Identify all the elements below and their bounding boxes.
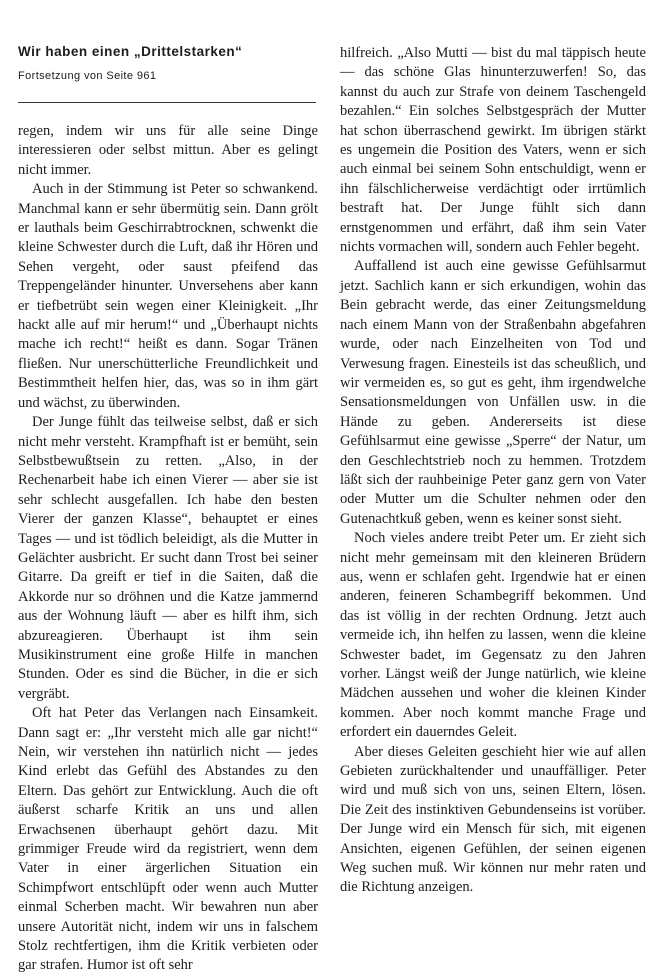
continuation-note: Fortsetzung von Seite 961: [18, 70, 157, 82]
article-title: Wir haben einen „Drittelstarken“: [18, 44, 243, 59]
left-text-column: [18, 122, 318, 976]
right-text-column: [340, 44, 646, 898]
paragraph: Auffallend ist auch eine gewisse Gefühlsarmut jetzt. Sachlich kann er sich erkundigen, wohin das Bein gebracht werde, das einer Zeitungsmeldung nach einem Mann von der Straßenbahn abgefahren wurde, oder nach Einzelheiten von Tod und Verwesung fragen. Einesteils ist das scheußlich, und wir vermeiden es, so gut es geht, ihm irgendwelche Sensationsmeldungen von Unfällen usw. in die Hände zu geben. Andererseits ist diese Gefühlsarmut eine gewisse „Sperre“ der Natur, um den Geschlechtstrieb noch zu hemmen. Trotzdem läßt sich der rauhbeinige Peter ganz gern von Vater oder Mutter um die Schulter nehmen oder den Gutenachtkuß geben, wenn es keiner sonst sieht.: [340, 258, 646, 527]
paragraph: hilfreich. „Also Mutti — bist du mal täppisch heute — das schöne Glas hinunterzuwerfen! So, das kannst du auch zur Strafe von deinem Taschengeld bezahlen.“ Ein solches Selbstgespräch der Mutter hat schon überraschend gewirkt. Im übrigen stärkt es ungemein die Position des Vaters, wenn er sich auch einmal bei seinem Sohn entschuldigt, wenn er ihn fälschlicherweise verdächtigt oder irrtümlich bestraft hat. Der Junge fühlt sich dann ernstgenommen und erfährt, daß ihm sein Vater nichts vormachen will, sondern auch Fehler begeht.: [340, 45, 646, 256]
divider-rule: [18, 102, 316, 103]
paragraph: Auch in der Stimmung ist Peter so schwankend. Manchmal kann er sehr übermütig sein. Dann grölt er lauthals beim Geschirrabtrocknen, schwenkt die kleine Schwester durch die Luft, daß ihr Hören und Sehen vergeht, oder saust pfeifend das Treppengeländer hinunter. Unversehens aber kann er tiefbetrübt sein wegen einer Kleinigkeit. „Ihr hackt alle auf mir herum!“ und „Überhaupt nichts mache ich recht!“ heißt es dann. Sogar Tränen fließen. Nur unerschütterliche Freundlichkeit und Bestimmtheit helfen hier, das, was so in ihm gärt und wächst, zu überwinden.: [18, 181, 318, 411]
paragraph: Oft hat Peter das Verlangen nach Einsamkeit. Dann sagt er: „Ihr versteht mich alle gar nicht!“ Nein, wir verstehen ihn natürlich nicht — jedes Kind erlebt das Gefühl des Abstandes zu den Eltern. Das gehört zur Entwicklung. Auch die oft äußerst scharfe Kritik an uns und allen Erwachsenen überhaupt gehört dazu. Mit grimmiger Freude wird da registriert, wenn dem Vater in einer ärgerlichen Situation ein Schimpfwort entschlüpft oder wenn auch Mutter einmal Scherben macht. Wir bewahren nun aber unsere Autorität nicht, indem wir uns in falschem Stolz rechtfertigen, ihm die Kritik verbieten oder gar strafen. Humor ist oft sehr: [18, 705, 318, 974]
paragraph: Noch vieles andere treibt Peter um. Er zieht sich nicht mehr gemeinsam mit den kleineren Brüdern aus, wenn er schlafen geht. Irgendwie hat er einen anderen, feineren Schambegriff bekommen. Und das ist völlig in der rechten Ordnung. Jetzt auch vermeide ich, ihn helfen zu lassen, wenn die kleine Schwester badet, im Gegensatz zu den Jahren vorher. Längst weiß der Junge natürlich, wie kleine Mädchen aussehen und woher die kleinen Kinder kommen. Aber noch kommt manche Frage und erfordert ein dauerndes Geleit.: [340, 530, 646, 741]
paragraph: Aber dieses Geleiten geschieht hier wie auf allen Gebieten zurückhaltender und unauffälliger. Peter wird und muß sich von uns, seinen Eltern, lösen. Die Zeit des instinktiven Gebundenseins ist vorüber. Der Junge wird ein Mensch für sich, mit eigenen Ansichten, eigenen Gefühlen, der seinen eigenen Weg suchen muß. Wir können nur mehr raten und die Richtung anzeigen.: [340, 743, 646, 896]
paragraph: Der Junge fühlt das teilweise selbst, daß er sich nicht mehr versteht. Krampfhaft ist er bemüht, sein Selbstbewußtsein zu retten. „Also, in der Rechenarbeit habe ich einen Vierer — aber sie ist sehr schlecht ausgefallen. Ich habe den besten Vierer der ganzen Klasse“, behauptet er eines Tages — und ist tödlich beleidigt, als die Mutter in Gelächter ausbricht. Er sucht dann Trost bei seiner Gitarre. Da greift er tief in die Saiten, daß die Akkorde nur so dröhnen und die Katze jammernd aus der Wohnung läuft — aber es hilft ihm, sich abzureagieren. Überhaupt ist ihm sein Musikinstrument eine große Hilfe in manchen Stunden. Oder es sind die Bücher, in die er sich vergräbt.: [18, 414, 318, 702]
paragraph: regen, indem wir uns für alle seine Dinge interessieren oder selbst mittun. Aber es gelingt nicht immer.: [18, 123, 318, 178]
